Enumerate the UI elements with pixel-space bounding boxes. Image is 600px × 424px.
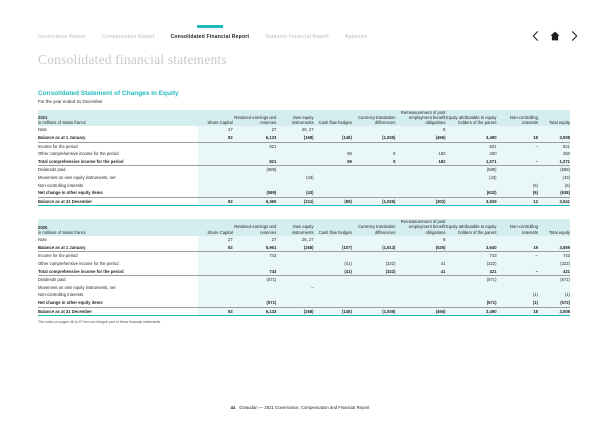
row-value	[352, 166, 396, 174]
row-value: 41	[395, 268, 445, 276]
row-value	[198, 268, 233, 276]
row-value	[198, 174, 233, 182]
row-value: (43)	[538, 174, 570, 182]
row-value	[352, 189, 396, 197]
row-value	[497, 150, 538, 158]
row-label: Non-controlling interests	[38, 292, 84, 298]
row-value: (571)	[445, 276, 496, 284]
table-row	[38, 307, 570, 316]
row-value: (322)	[538, 260, 570, 268]
row-label: Other comprehensive income for the period	[38, 260, 119, 266]
row-value	[314, 291, 352, 299]
row-value	[395, 189, 445, 197]
row-value: 1,071	[445, 158, 496, 166]
row-value	[538, 284, 570, 292]
row-label: Movement on own equity instruments, net	[38, 174, 116, 180]
table-unit: in millions of Swiss francs	[38, 119, 86, 125]
row-value	[314, 236, 352, 244]
page-footer	[0, 405, 600, 410]
row-value: 26, 27	[276, 126, 313, 134]
row-value: (638)	[538, 189, 570, 197]
row-value	[233, 182, 277, 190]
row-value	[198, 299, 233, 307]
row-value: (148)	[314, 134, 352, 142]
statement-of-changes-in-equity-2020	[38, 219, 570, 316]
row-value	[314, 284, 352, 292]
column-header: Equity attributable to equity holders of the parent	[445, 219, 496, 236]
row-value: (1)	[497, 299, 538, 307]
main-content	[0, 68, 600, 324]
row-label: Balance as at 31 December	[38, 307, 198, 316]
row-value	[497, 166, 538, 174]
row-label: Income for the period	[38, 253, 78, 259]
row-value	[314, 252, 352, 260]
row-value	[276, 260, 313, 268]
column-header: Retained earnings and reserves	[233, 110, 277, 127]
row-value: (107)	[314, 244, 352, 252]
row-value: 27	[198, 236, 233, 244]
table-footnote: The notes on pages 46 to 97 form an integral part of these financial statements.	[38, 319, 162, 324]
row-value: (6)	[497, 189, 538, 197]
table-header-row	[38, 219, 570, 236]
row-value	[276, 268, 313, 276]
row-value	[445, 236, 496, 244]
row-value: (589)	[538, 166, 570, 174]
row-label: Dividends paid	[38, 167, 66, 173]
row-value: 3,941	[538, 197, 570, 206]
row-value	[352, 252, 396, 260]
row-value	[352, 284, 396, 292]
row-value: (589)	[233, 189, 277, 197]
row-value: 6,365	[233, 197, 277, 206]
column-header: Own equity instruments	[276, 219, 313, 236]
row-value	[198, 284, 233, 292]
row-value: 421	[538, 268, 570, 276]
row-value: 3,508	[538, 134, 570, 142]
row-value: 6,133	[233, 134, 277, 142]
table-row	[38, 174, 570, 182]
row-label: Balance as at 1 January	[38, 244, 198, 252]
row-value: (322)	[352, 268, 396, 276]
table-row	[38, 284, 570, 292]
row-value: (1,613)	[352, 244, 396, 252]
row-value	[445, 291, 496, 299]
row-value	[198, 291, 233, 299]
row-value: 821	[538, 142, 570, 150]
row-value: 92	[198, 244, 233, 252]
row-value	[276, 291, 313, 299]
row-value: 8	[395, 236, 445, 244]
row-value: (322)	[352, 260, 396, 268]
row-value	[497, 284, 538, 292]
row-value: 18	[497, 307, 538, 316]
row-value	[395, 284, 445, 292]
row-value: 182	[395, 150, 445, 158]
row-value	[314, 182, 352, 190]
row-value	[445, 126, 496, 134]
section-subtitle: For the year ended 31 December	[38, 98, 103, 104]
row-value: 182	[395, 158, 445, 166]
nav-tab-appendix[interactable]: Appendix	[344, 34, 368, 40]
row-value	[314, 189, 352, 197]
row-value: (1)	[538, 291, 570, 299]
row-value: (571)	[538, 276, 570, 284]
row-value: –	[497, 268, 538, 276]
row-value: 3,659	[538, 244, 570, 252]
row-value	[352, 174, 396, 182]
row-value	[352, 236, 396, 244]
row-value	[352, 276, 396, 284]
row-value: 421	[445, 268, 496, 276]
row-value: (168)	[276, 134, 313, 142]
row-value	[497, 260, 538, 268]
equity-table-2020	[38, 219, 570, 316]
row-value	[314, 166, 352, 174]
row-value: 3,490	[445, 307, 496, 316]
row-value: 821	[445, 142, 496, 150]
row-value	[352, 291, 396, 299]
row-label: Balance as at 31 December	[38, 197, 198, 206]
row-value: 92	[198, 197, 233, 206]
row-value	[395, 299, 445, 307]
row-value: 19	[497, 244, 538, 252]
row-value: 8	[395, 126, 445, 134]
row-value	[276, 142, 313, 150]
row-value: 9	[352, 158, 396, 166]
row-label: Non-controlling interests	[38, 182, 84, 188]
row-value	[198, 166, 233, 174]
table-row	[38, 166, 570, 174]
row-value: 821	[233, 142, 277, 150]
row-value	[497, 126, 538, 134]
row-value	[395, 276, 445, 284]
table-row	[38, 182, 570, 190]
row-value	[198, 142, 233, 150]
row-value: (43)	[276, 189, 313, 197]
column-header: Total equity	[538, 219, 570, 236]
column-header: Total equity	[538, 110, 570, 127]
top-navigation-bar	[0, 0, 600, 42]
row-value	[395, 166, 445, 174]
row-value: 743	[538, 252, 570, 260]
table-row	[38, 236, 570, 244]
row-value	[276, 252, 313, 260]
row-value: 3,640	[445, 244, 496, 252]
row-label: Total comprehensive income for the period	[38, 158, 198, 166]
row-value: 821	[233, 158, 277, 166]
row-value: (1,935)	[352, 307, 396, 316]
row-value	[314, 174, 352, 182]
table-header-row	[38, 110, 570, 127]
prev-page-icon[interactable]	[532, 31, 539, 41]
row-value	[276, 166, 313, 174]
row-value: 59	[314, 158, 352, 166]
row-value: 1,071	[538, 158, 570, 166]
row-value	[538, 126, 570, 134]
row-value: 59	[314, 150, 352, 158]
row-label: Note	[38, 237, 47, 243]
row-value	[233, 150, 277, 158]
row-value	[276, 150, 313, 158]
row-value	[198, 189, 233, 197]
row-value	[233, 260, 277, 268]
row-value	[198, 158, 233, 166]
row-value: 743	[445, 252, 496, 260]
row-value: 92	[198, 307, 233, 316]
footer-page-number: 44	[230, 405, 236, 410]
nav-tab-governance-report[interactable]: Governance Report	[38, 34, 86, 40]
row-value: 3,508	[538, 307, 570, 316]
statement-of-changes-in-equity-2021	[38, 110, 570, 207]
column-header: Own equity instruments	[276, 110, 313, 127]
nav-tab-compensation-report[interactable]: Compensation Report	[101, 34, 155, 40]
column-header: Currency translation differences	[352, 219, 396, 236]
nav-controls	[532, 31, 578, 41]
row-value	[497, 276, 538, 284]
row-label: Balance as at 1 January	[38, 134, 198, 142]
row-value: (571)	[445, 299, 496, 307]
row-value: 27	[233, 126, 277, 134]
row-value	[198, 182, 233, 190]
row-label: Income for the period	[38, 143, 78, 149]
row-value: (6)	[538, 182, 570, 190]
nav-tab-statutory-financial-report[interactable]: Statutory Financial Report	[265, 34, 329, 40]
row-value: (168)	[276, 307, 313, 316]
row-value	[276, 299, 313, 307]
table-row	[38, 150, 570, 158]
table-year: 2021	[38, 114, 48, 120]
row-value	[198, 252, 233, 260]
row-value: (302)	[395, 197, 445, 206]
row-value	[352, 299, 396, 307]
table-row	[38, 268, 570, 276]
row-value: (571)	[233, 299, 277, 307]
row-value: 27	[233, 236, 277, 244]
row-label: Movement on own equity instruments, net	[38, 284, 116, 290]
row-value: (466)	[395, 307, 445, 316]
table-row	[38, 276, 570, 284]
row-value: (89)	[314, 197, 352, 206]
row-value: (211)	[276, 197, 313, 206]
row-value	[352, 142, 396, 150]
row-value: (571)	[233, 276, 277, 284]
row-label: Total comprehensive income for the period	[38, 268, 198, 276]
table-row	[38, 142, 570, 150]
column-header: Currency translation differences	[352, 110, 396, 127]
row-value: 5,961	[233, 244, 277, 252]
row-value	[445, 182, 496, 190]
column-header: Remeasurement of post employment benefit obligations	[395, 110, 445, 127]
row-value: (466)	[395, 134, 445, 142]
row-value: (41)	[314, 260, 352, 268]
row-value	[198, 260, 233, 268]
row-value: 27	[198, 126, 233, 134]
equity-table-2021	[38, 110, 570, 207]
row-value	[352, 182, 396, 190]
table-row	[38, 299, 570, 307]
row-value: (6)	[497, 182, 538, 190]
table-row	[38, 134, 570, 142]
row-value	[198, 150, 233, 158]
row-value	[352, 126, 396, 134]
row-label: Dividends paid	[38, 277, 66, 283]
row-value: 3,929	[445, 197, 496, 206]
next-page-icon[interactable]	[571, 31, 578, 41]
row-value	[395, 182, 445, 190]
table-title-cell	[38, 219, 198, 236]
row-value: 41	[395, 260, 445, 268]
table-row	[38, 126, 570, 134]
table-row	[38, 260, 570, 268]
section-title: Consolidated Statement of Changes in Equity	[38, 90, 179, 97]
row-value: –	[497, 158, 538, 166]
table-year: 2020	[38, 224, 48, 230]
table-unit: in millions of Swiss francs	[38, 229, 86, 235]
row-value: (589)	[445, 166, 496, 174]
column-header: Non-controlling interests	[497, 219, 538, 236]
row-value	[314, 126, 352, 134]
row-value: (43)	[445, 174, 496, 182]
row-value: (322)	[445, 260, 496, 268]
row-value	[198, 276, 233, 284]
row-value	[395, 252, 445, 260]
row-value	[395, 142, 445, 150]
row-value: (43)	[276, 174, 313, 182]
row-label: Note	[38, 127, 47, 133]
row-value	[276, 276, 313, 284]
table-row	[38, 189, 570, 197]
row-value: 743	[233, 252, 277, 260]
column-header: Share Capital	[198, 219, 233, 236]
home-icon[interactable]	[550, 31, 560, 41]
table-row	[38, 244, 570, 252]
row-value	[314, 276, 352, 284]
row-value: 9	[352, 150, 396, 158]
column-header: Remeasurement of post employment benefit obligations	[395, 219, 445, 236]
column-header: Cash flow hedges	[314, 110, 352, 127]
row-label: Other comprehensive income for the period	[38, 151, 119, 157]
table-title-cell	[38, 110, 198, 127]
row-value: 18	[497, 134, 538, 142]
table-row	[38, 291, 570, 299]
row-value: 12	[497, 197, 538, 206]
table-row	[38, 252, 570, 260]
row-value: (572)	[538, 299, 570, 307]
row-value: 26, 27	[276, 236, 313, 244]
row-value	[276, 158, 313, 166]
row-value: –	[497, 142, 538, 150]
row-value	[276, 182, 313, 190]
row-value	[233, 291, 277, 299]
row-value: –	[276, 284, 313, 292]
row-value	[395, 291, 445, 299]
row-value	[538, 236, 570, 244]
row-value: (1,935)	[352, 134, 396, 142]
nav-tab-list	[24, 34, 368, 42]
row-value	[314, 142, 352, 150]
row-value	[497, 174, 538, 182]
row-value: (1,926)	[352, 197, 396, 206]
row-value: (1)	[497, 291, 538, 299]
row-value: (168)	[276, 244, 313, 252]
column-header: Non-controlling interests	[497, 110, 538, 127]
column-header: Equity attributable to equity holders of the parent	[445, 110, 496, 127]
row-value	[314, 299, 352, 307]
column-header: Retained earnings and reserves	[233, 219, 277, 236]
row-value: –	[497, 252, 538, 260]
column-header: Cash flow hedges	[314, 219, 352, 236]
row-value: (589)	[233, 166, 277, 174]
row-value	[497, 236, 538, 244]
row-value: (632)	[445, 189, 496, 197]
row-value: 6,133	[233, 307, 277, 316]
row-label: Net change in other equity items	[38, 189, 198, 197]
row-value: 92	[198, 134, 233, 142]
row-value: 250	[538, 150, 570, 158]
table-row	[38, 158, 570, 166]
nav-tab-consolidated-financial-report[interactable]: Consolidated Financial Report	[170, 34, 250, 40]
row-value: (525)	[395, 244, 445, 252]
row-value: (41)	[314, 268, 352, 276]
row-value	[233, 174, 277, 182]
row-value: 3,490	[445, 134, 496, 142]
row-value: (148)	[314, 307, 352, 316]
page-title: Consolidated financial statements	[38, 52, 227, 67]
table-spacer	[38, 206, 570, 219]
table-row	[38, 197, 570, 206]
row-value	[445, 284, 496, 292]
row-value: 250	[445, 150, 496, 158]
footer-report-title: Givaudan — 2021 Governance, Compensation and Financial Report	[239, 405, 370, 410]
column-header: Share Capital	[198, 110, 233, 127]
row-value: 743	[233, 268, 277, 276]
row-value	[395, 174, 445, 182]
row-label: Net change in other equity items	[38, 299, 198, 307]
row-value	[233, 284, 277, 292]
